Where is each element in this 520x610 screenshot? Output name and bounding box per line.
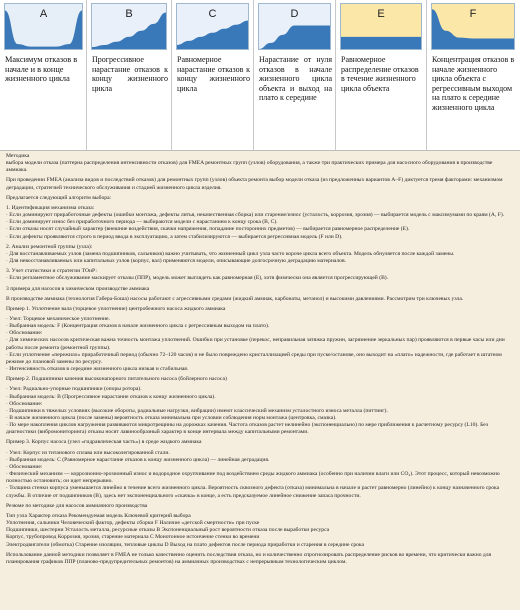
model-chart-d — [258, 3, 331, 50]
example-item: · Узел: Корпус из титанового сплава или высоколегированной стали. — [6, 449, 170, 456]
summary-heading: Резюме по методике для насосов аммиачного производства — [6, 502, 148, 509]
model-letter-e: E — [377, 8, 385, 20]
failure-models-table — [0, 0, 520, 151]
example-item: · Обоснование: — [6, 330, 43, 337]
example-item: · Для химических насосов критическая важна точность монтажа уплотнений. Ошибки при установке (перекос, неправильная затяжка пружин, загрязнение зеркальных пар) проявляются в первые часы или дни работы после ремонта (ремонтной группы). — [6, 337, 505, 351]
model-letter-d: D — [290, 8, 299, 20]
model-caption-d: Нарастание от нуля отказов в начале жизненного цикла объекта и выход на плато к середине — [259, 55, 332, 103]
example-item: · Выбранная модель: F (Концентрация отказов в начале жизненного цикла с регрессивным выходом на плато). — [6, 323, 270, 330]
model-chart-a — [4, 3, 83, 50]
doc-intro: выбора модели отказа (паттерна распределения интенсивности отказов) для FMEA ремонтных групп (узлов) оборудования, а также три практических примера для насосного оборудования в производстве аммиака. — [6, 160, 493, 174]
model-caption-a: Максимум отказов в начале и в конце жизненного цикла — [5, 55, 78, 84]
step-item: · Если регламентное обслуживание маскирует отказы (ППР), модель может выглядеть как равномерная (E), хотя физически она является прогрессирующей (B). — [6, 275, 389, 282]
model-cell-a — [0, 0, 87, 150]
step-item: · Для восстанавливаемых узлов (замена подшипников, сальников) важно учитывать, что жизненный цикл узла часто короче цикла всего объекта. Модель обнуляется после каждой замены. — [6, 250, 455, 257]
step-item: · Для невосстанавливаемых или капитальных узлов (корпус, вал) применяются модели, описывающие долгосрочную деградацию материалов. — [6, 258, 347, 265]
example-item: · Выбранная модель: B (Прогрессивное нарастание отказов к концу жизненного цикла). — [6, 393, 216, 400]
step-heading: 3. Учет статистики и стратегии ТОиР: — [6, 268, 97, 275]
summary-row: Тип узла Характер отказа Рекомендуемая модель Ключевой критерий выбора — [6, 512, 191, 519]
model-cell-b — [87, 0, 172, 150]
step-item: · Если дефекты проявляются строго в период ввода в эксплуатацию, а затем стабилизируются — выбирается регрессивная модель (F или D). — [6, 233, 343, 240]
example-item: · Интенсивность отказов в середине жизненного цикла низкая и стабильная. — [6, 366, 189, 373]
step-item: · Если доминирует износ без приработочного периода — выбираются модели с нарастанием к концу срока (B, C). — [6, 219, 278, 226]
example-item: · По мере накопления циклов нагружения развиваются микротрещины на дорожках качения. Частота отказов растет нелинейно (экспоненциально) по мере приближения к расчетному ресурсу (L10). Без диагностики (вибромониторинга) отказы носят лавинообразный характер в конце интервала между капитальными ремонтами. — [6, 422, 489, 436]
example-item: · Узел: Торцевое механическое уплотнение. — [6, 315, 110, 322]
model-caption-c: Равномерное нарастание отказов к концу жизненного цикла — [177, 55, 250, 93]
summary-row: Подшипники, шестерни Усталость металла, ресурсные отказы B Экспоненциальный рост вероятности отказа после выработки ресурса — [6, 527, 330, 534]
model-cell-e — [336, 0, 427, 150]
example-item: · Если уплотнение «пережило» приработочный период (обычно 72–120 часов) и не было повреждено кристаллизацией среды при пуске/останове, оно выходит на «плато» надежности, где работает в штатном режиме до плановой замены по ресурсу. — [6, 351, 502, 365]
example-item: · Подшипники в тяжелых условиях (высокие обороты, радиальные нагрузки, вибрации) имеют классический механизм усталостного износа металла (питтинг). — [6, 407, 388, 414]
model-cell-c — [172, 0, 254, 150]
section-heading: 3 примера для насосов в химическом производстве аммиака — [6, 285, 150, 292]
doc-paragraph: При проведении FMEA (анализа видов и последствий отказов) для ремонтных групп (узлов) объекта ремонта выбор модели отказа (из предложенных вариантов A–F) диктуется тремя факторами: механизмом деградации, стратегией технического обслуживания и стадией жизненного цикла изделия. — [6, 177, 503, 191]
doc-paragraph: В производстве аммиака (технология Габера-Боша) насосы работают с агрессивными средами (жидкий аммиак, карбонаты, метанол) и высокими давлениями. Рассмотрим три ключевых узла. — [6, 295, 464, 302]
example-item: · Узел: Радиально-упорные подшипники (опоры ротора). — [6, 386, 142, 393]
step-item: · Если отказы носят случайный характер (внешние воздействия, скачки напряжения, попадание посторонних предметов) — выбирается равномерное распределение (E). — [6, 226, 410, 233]
model-letter-a: A — [39, 8, 48, 20]
summary-row: Уплотнения, сальники Человеческий фактор, дефекты сборки F Наличие «детской смертности» при пуске — [6, 520, 260, 527]
example-item: · Толщина стенки корпуса уменьшается линейно в течение всего жизненного цикла. Вероятность сквозного дефекта (отказа) минимальна в начале и растет равномерно (линейно) к концу назначенного срока службы. В отличие от подшипников (B), здесь нет экспоненциального «скачка» в конце, а есть предсказуемое линейное снижение запаса прочности. — [6, 485, 500, 499]
doc-conclusion: Использование данной методики позволяет в FMEA не только качественно оценить последствия отказа, но и количественно спрогнозировать распределение рисков во времени, что критически важно для планирования графиков ППР (планово-предупредительных ремонтов) на аммиачных производствах с непрерывным технологическим циклом. — [6, 551, 492, 565]
doc-paragraph: Предлагается следующий алгоритм выбора: — [6, 194, 112, 201]
model-chart-e — [340, 3, 422, 50]
step-heading: 2. Анализ ремонтной группы (узла): — [6, 243, 93, 250]
model-caption-b: Прогрессивное нарастание отказов к концу жизненного цикла — [92, 55, 168, 93]
model-chart-c — [176, 3, 249, 50]
example-heading: Пример 1. Уплотнение вала (торцевое уплотнение) центробежного насоса жидкого аммиака — [6, 305, 226, 312]
example-heading: Пример 3. Корпус насоса (узел «гидравлическая часть») в среде жидкого аммиака — [6, 439, 202, 446]
model-caption-f: Концентрация отказов в начале жизненного цикла объекта с регрессивным выходом на плато к середине жизненного цикла — [432, 55, 515, 112]
failure-rate-area — [341, 37, 421, 49]
example-heading: Пример 2. Подшипники качения высоконапорного питательного насоса (бойлерного насоса) — [6, 376, 227, 383]
example-item: · Обоснование: — [6, 400, 43, 407]
methodology-text — [0, 151, 520, 610]
summary-row: Электродвигатели (обмотка) Старение изоляции, тепловые циклы D Выход на плато дефектов после периода приработки и старения в середине срока — [6, 541, 365, 548]
model-letter-b: B — [125, 8, 133, 20]
example-item: · Выбранная модель: C (Равномерное нарастание отказов к концу жизненного цикла) — линейная деградация. — [6, 456, 270, 463]
model-chart-f — [431, 3, 515, 50]
model-cell-f — [427, 0, 520, 150]
summary-row: Корпус, трубопровод Коррозия, эрозия, старение материала C Монотонное истончение стенки во времени — [6, 534, 260, 541]
model-caption-e: Равномерное распределение отказов в течение жизненного цикла объекта — [341, 55, 419, 93]
doc-heading: Методика — [6, 153, 30, 159]
example-item: · Физический механизм — коррозионно-эрозионный износ и водородное охрупчивание под воздействием среды жидкого аммиака (особенно при наличии влаги или CO₂). Этот процесс, который невозможно полностью остановить; он идет непрерывно. — [6, 471, 500, 485]
step-item: · Если доминируют приработочные дефекты (ошибки монтажа, дефекты литья, некачественная сборка) или старение/износ (усталость, коррозия, эрозия) — выбирается модель с максимумами по краям (A, F). — [6, 212, 505, 219]
model-letter-c: C — [208, 8, 217, 20]
step-heading: 1. Идентификация механизма отказа: — [6, 204, 95, 211]
model-letter-f: F — [469, 8, 477, 20]
model-cell-d — [254, 0, 336, 150]
example-item: · В начале жизненного цикла (после замены) вероятность отказа минимальна при условии соблюдения норм монтажа (центровка, смазка). — [6, 415, 337, 421]
model-chart-b — [91, 3, 167, 50]
example-item: · Обоснование: — [6, 463, 43, 470]
